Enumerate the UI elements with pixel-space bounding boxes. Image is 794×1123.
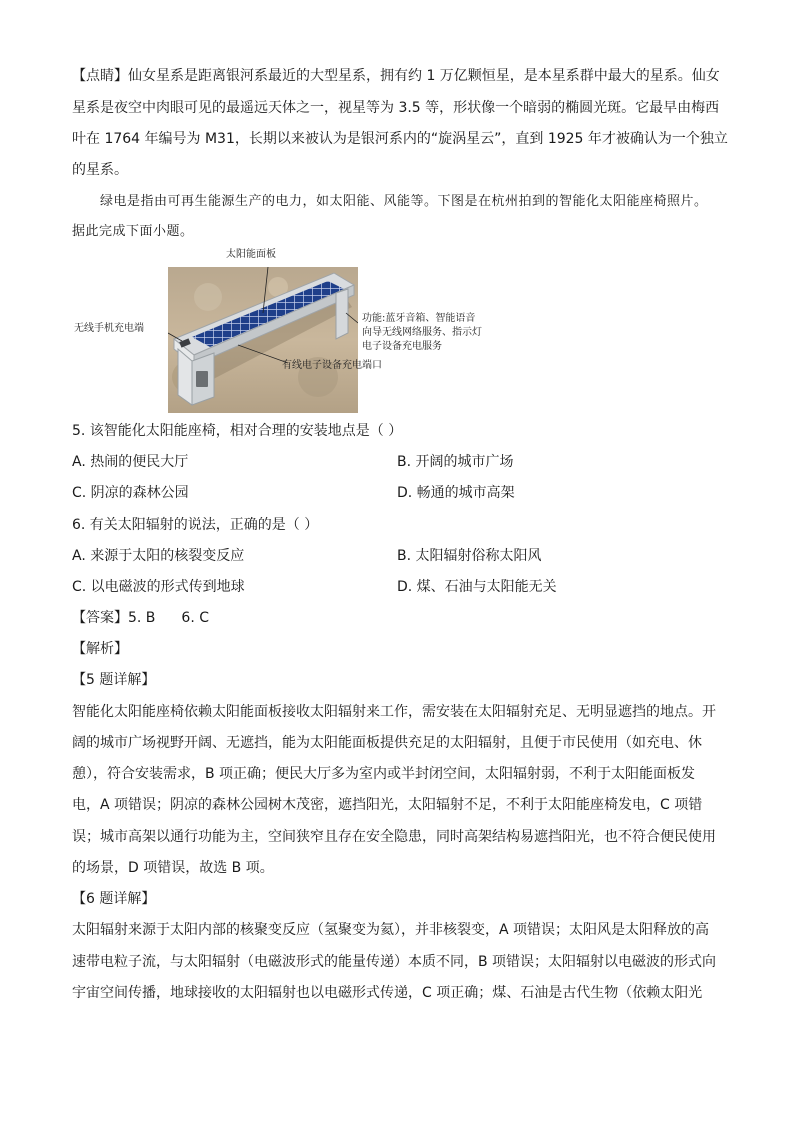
q5-option-d: D. 畅通的城市高架 — [397, 485, 515, 501]
note-line-3: 叶在 1764 年编号为 M31，长期以来被认为是银河系内的“旋涡星云”，直到 1925 年才被确认为一个独立 — [72, 131, 728, 147]
detail5-line: 憩），符合安装需求，B 项正确；便民大厅多为室内或半封闭空间，太阳辐射弱，不利于太阳能面板发 — [72, 766, 696, 782]
label-features-2: 向导无线网络服务、指示灯 — [362, 327, 482, 338]
label-features-1: 功能:蓝牙音箱、智能语音 — [362, 313, 476, 324]
q5-stem: 5. 该智能化太阳能座椅，相对合理的安装地点是（ ） — [72, 423, 403, 439]
analysis-label: 【解析】 — [72, 641, 128, 657]
answer-5: 5. B — [128, 610, 156, 626]
intro-line-2: 据此完成下面小题。 — [72, 224, 194, 239]
note-line-1: 【点睛】仙女星系是距离银河系最近的大型星系，拥有约 1 万亿颗恒星，是本星系群中最大的星系。仙女 — [72, 68, 720, 84]
answer-line — [72, 608, 209, 628]
q6-option-a: A. 来源于太阳的核裂变反应 — [72, 548, 245, 564]
label-wireless-charger: 无线手机充电端 — [74, 323, 144, 334]
answer-6: 6. C — [181, 610, 210, 626]
detail5-line: 阔的城市广场视野开阔、无遮挡，能为太阳能面板提供充足的太阳辐射，且便于市民使用（如充电、休 — [72, 735, 702, 751]
detail5-label: 【5 题详解】 — [72, 672, 156, 688]
q6-option-c: C. 以电磁波的形式传到地球 — [72, 579, 245, 595]
intro-line-1: 绿电是指由可再生能源生产的电力，如太阳能、风能等。下图是在杭州拍到的智能化太阳能座椅照片。 — [100, 194, 708, 209]
label-solar-panel: 太阳能面板 — [226, 249, 276, 260]
detail6-line: 速带电粒子流，与太阳辐射（电磁波形式的能量传递）本质不同，B 项错误；太阳辐射以电磁波的形式向 — [72, 954, 717, 970]
detail6-label: 【6 题详解】 — [72, 891, 156, 907]
note-line-4: 的星系。 — [72, 162, 128, 178]
note-line-2: 星系是夜空中肉眼可见的最遥远天体之一，视星等为 3.5 等，形状像一个暗弱的椭圆光斑。它最早由梅西 — [72, 100, 720, 116]
label-wired-port: 有线电子设备充电端口 — [282, 360, 382, 371]
detail5-line: 误；城市高架以通行功能为主，空间狭窄且存在安全隐患，同时高架结构易遮挡阳光，也不符合便民使用 — [72, 829, 716, 845]
q5-option-a: A. 热闹的便民大厅 — [72, 454, 189, 470]
detail6-line: 太阳辐射来源于太阳内部的核聚变反应（氢聚变为氦），并非核裂变，A 项错误；太阳风是太阳释放的高 — [72, 922, 710, 938]
detail5-line: 智能化太阳能座椅依赖太阳能面板接收太阳辐射来工作，需安装在太阳辐射充足、无明显遮挡的地点。开 — [72, 704, 716, 720]
detail5-line: 的场景，D 项错误，故选 B 项。 — [72, 860, 274, 876]
q5-option-b: B. 开阔的城市广场 — [397, 454, 514, 470]
q5-option-c: C. 阴凉的森林公园 — [72, 485, 189, 501]
answer-label: 【答案】 — [72, 610, 128, 626]
q6-option-b: B. 太阳辐射俗称太阳风 — [397, 548, 542, 564]
q6-stem: 6. 有关太阳辐射的说法，正确的是（ ） — [72, 517, 319, 533]
solar-bench-photo — [168, 267, 358, 413]
detail5-line: 电，A 项错误；阴凉的森林公园树木茂密，遮挡阳光，太阳辐射不足，不利于太阳能座椅发电，C 项错 — [72, 797, 703, 813]
label-features-3: 电子设备充电服务 — [362, 341, 442, 352]
q6-option-d: D. 煤、石油与太阳能无关 — [397, 579, 557, 595]
detail6-line: 宇宙空间传播，地球接收的太阳辐射也以电磁形式传递，C 项正确；煤、石油是古代生物（依赖太阳光 — [72, 985, 703, 1001]
